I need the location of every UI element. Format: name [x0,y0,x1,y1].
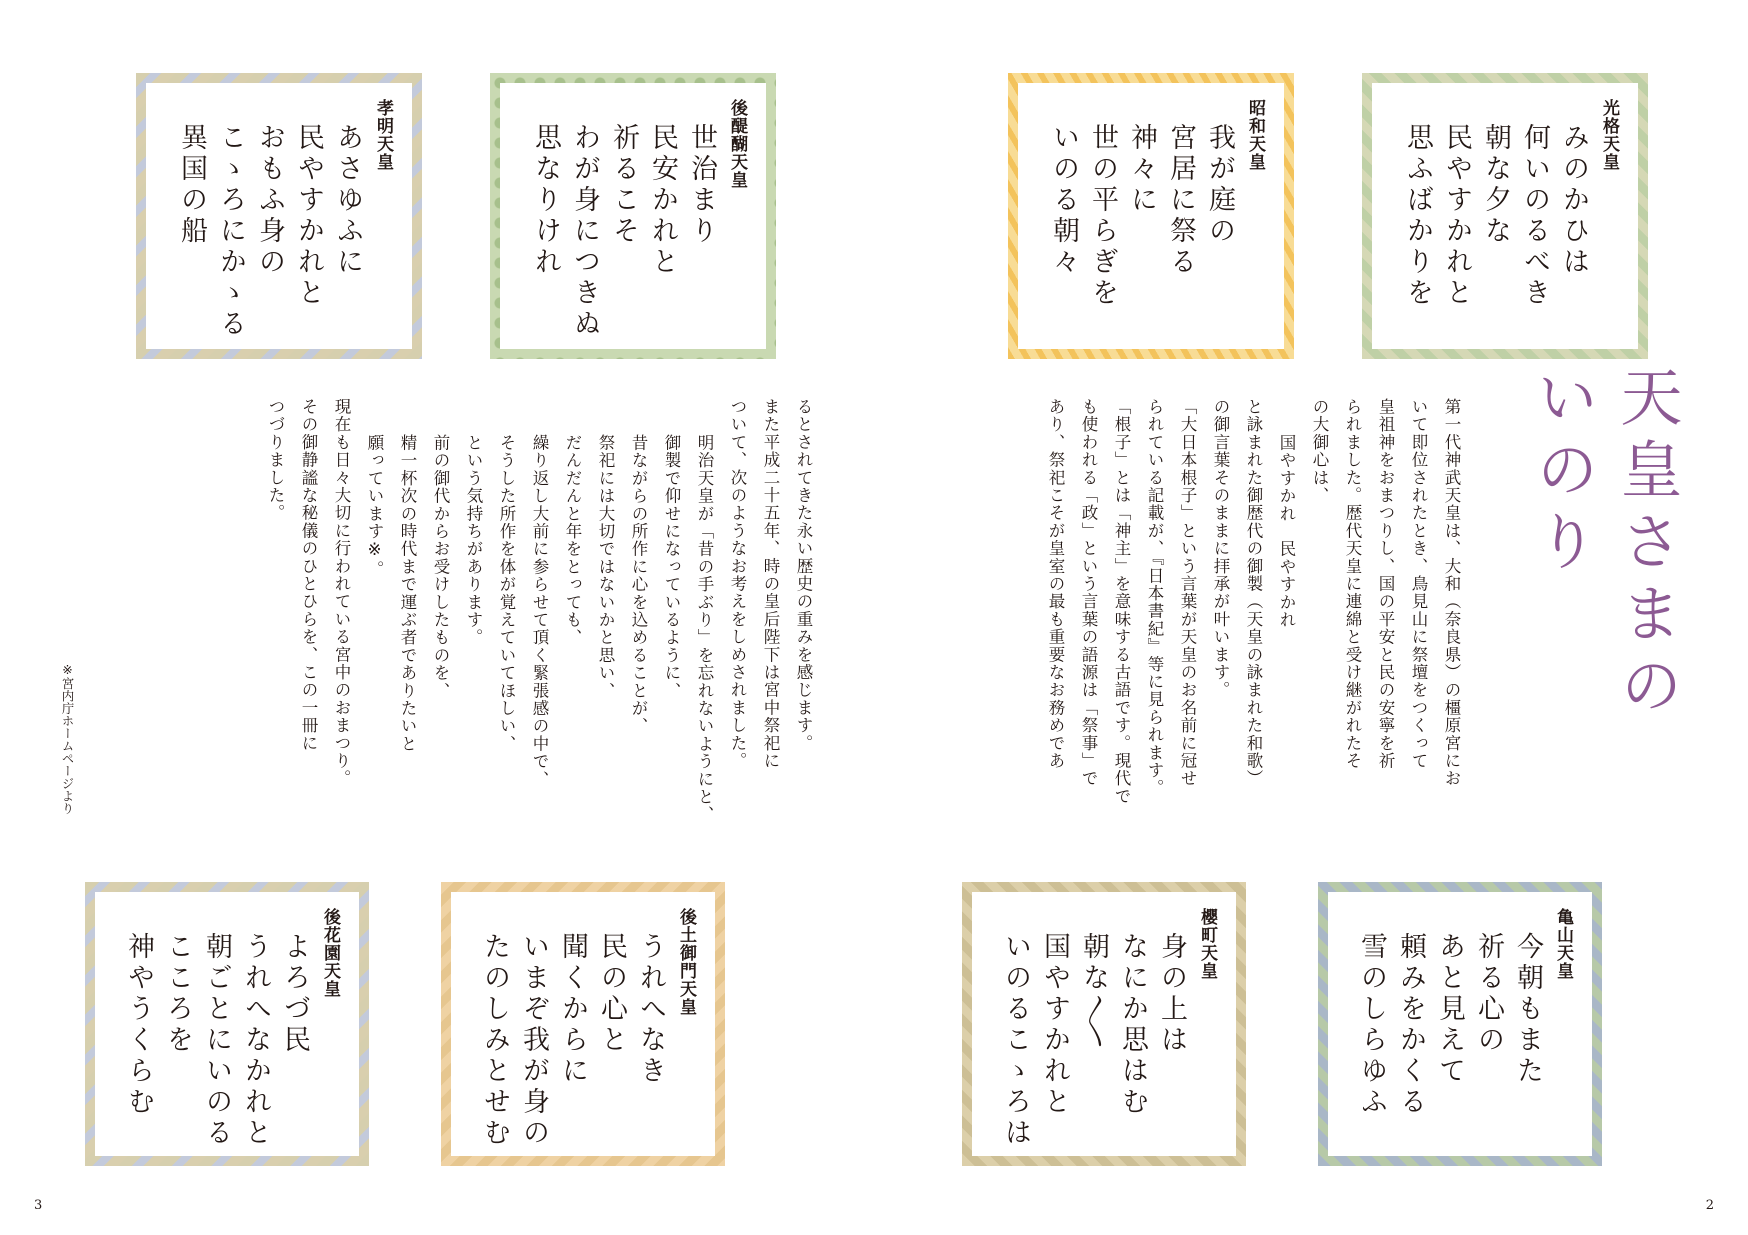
intro-text-left: るとされてきた永い歴史の重みを感じます。 また平成二十五年、時の皇后陛下は宮中祭祀に ついて、次のようなお考えをしめされました。 明治天皇が「昔の手ぶり」を忘れないようにと、 御製で仰せになっているように、 昔ながらの所作に心を込めることが、 祭祀には大切ではないかと思い、 だんだんと年をとっても、 繰り返し大前に参らせて頂く緊張感の中で、 そうした所作を体が覚えていてほしい、 という気持ちがあります。 前の御代からお受けしたものを、 精一杯次の時代まで運ぶ者でありたいと 願っています※。 現在も日々大切に行われている宮中のおまつり。 その御静謐な秘儀のひとひらを、この一冊に つづりました。 [266,398,813,824]
poem-card-sakuramachi [962,882,1246,1166]
poem-author: 昭和天皇 [1245,99,1265,171]
poem-text: あさゆふに 民やすかれと おもふ身の こゝろにかゝる 異国の船 [176,123,363,340]
page-number-left: 3 [34,1198,43,1213]
poem-text: 我が庭の 宮居に祭る 神々に 世の平らぎを いのる朝々 [1048,123,1235,309]
poem-text: みのかひは 何いのるべき 朝な夕な 民やすかれと 思ふばかりを [1402,123,1589,309]
poem-author: 後土御門天皇 [676,908,696,1016]
poem-card-showa [1008,73,1294,359]
poem-text: うれへなき 民の心と 聞くからに いまぞ我が身の たのしみとせむ [479,932,666,1149]
poem-card-gotsuchimikado [441,882,725,1166]
poem-author: 亀山天皇 [1553,908,1573,980]
poem-author: 櫻町天皇 [1197,908,1217,980]
poem-card-godaigo [490,73,776,359]
poem-text: 世治まり 民安かれと 祈るこそ わが身につきぬ 思なりけれ [530,123,717,340]
poem-card-gohanazono [85,882,369,1166]
poem-author: 後花園天皇 [320,908,340,998]
poem-text: よろづ民 うれへなかれと 朝ごとにいのる こころを 神やうくらむ [123,932,310,1149]
poem-card-kameyama [1318,882,1602,1166]
poem-text: 今朝もまた 祈る心の あと見えて 頼みをかくる 雪のしらゆふ [1356,932,1543,1118]
footnote: ※宮内庁ホームページより [60,662,75,815]
poem-card-kokaku [1362,73,1648,359]
poem-text: 身の上は なにか思はむ 朝な〳〵 国やすかれと いのるこゝろは [1000,932,1187,1149]
poem-card-komei [136,73,422,359]
poem-author: 光格天皇 [1599,99,1619,171]
poem-author: 孝明天皇 [373,99,393,171]
page-title: 天皇さまの いのり [1526,365,1683,725]
poem-author: 後醍醐天皇 [727,99,747,189]
intro-text-right: 第一代神武天皇は、大和（奈良県）の橿原宮にお いて即位されたとき、鳥見山に祭壇をつくって 皇祖神をおまつりし、国の平安と民の安寧を祈 られました。歴代天皇に連綿と受け継がれたそ の大御心は、 国やすかれ 民やすかれ と詠まれた御歴代の御製（天皇の詠まれた和歌） の御言葉そのままに拝承が叶います。 「大日本根子」という言葉が天皇のお名前に冠せ られている記載が、『日本書紀』等に見られます。 「根子」とは「神主」を意味する古語です。現代で も使われる「政」という言葉の語源は「祭事」で あり、祭祀こそが皇室の最も重要なお務めであ [1046,398,1461,806]
page-number-right: 2 [1705,1198,1714,1213]
